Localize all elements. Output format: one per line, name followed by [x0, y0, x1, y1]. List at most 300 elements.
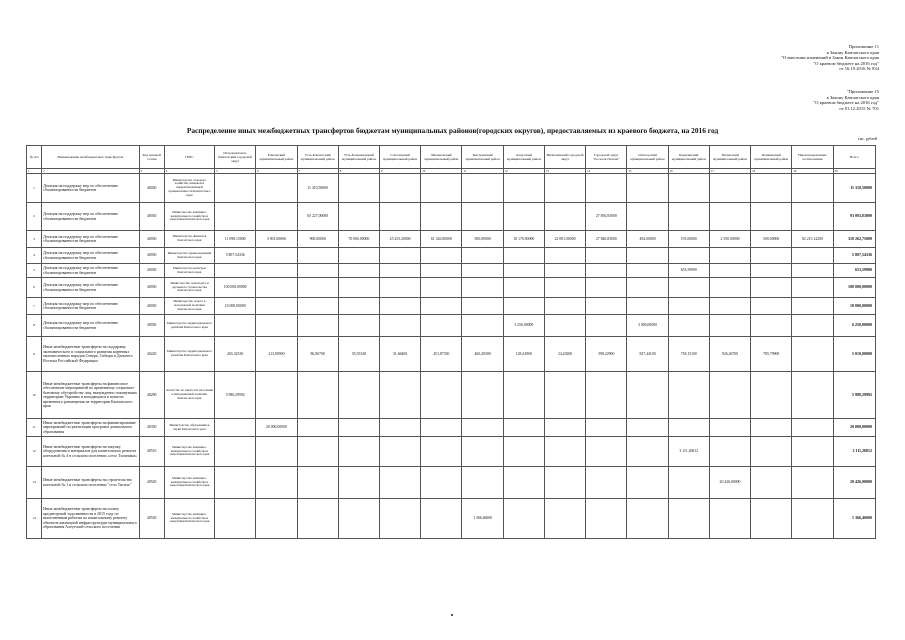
table-row: [27, 278, 876, 298]
municipality-amount: [338, 419, 379, 437]
header-line: к Закону Камчатского края: [826, 49, 879, 55]
municipality-amount: [503, 499, 544, 539]
municipality-amount: [709, 278, 750, 298]
target-code: 40350: [139, 419, 164, 437]
header-line: "О краевом бюджете на 2016 год": [813, 100, 879, 106]
municipality-amount: [544, 298, 585, 315]
row-number: 10: [27, 372, 42, 419]
column-number: 19: [792, 169, 833, 174]
municipality-amount: 500,00000: [462, 231, 503, 248]
municipality-amount: [709, 264, 750, 278]
column-header: Алеутский муниципальный район: [503, 146, 544, 169]
municipality-amount: 900,00000: [297, 231, 338, 248]
header-line: "Приложение 15: [846, 89, 879, 94]
target-code: 40030: [139, 278, 164, 298]
municipality-amount: 27 846,83000: [586, 231, 627, 248]
column-header: Вилючинский городской округ: [544, 146, 585, 169]
municipality-amount: [544, 419, 585, 437]
grbs-name: Министерство жилищно-коммунального хозяйства и энергетики Камчатского края: [164, 437, 214, 467]
municipality-amount: [586, 248, 627, 264]
municipality-amount: 460,28300: [462, 337, 503, 372]
municipality-amount: [586, 499, 627, 539]
header-line: "О внесении изменений в Закон Камчатского края: [781, 55, 879, 61]
column-number: 8: [338, 169, 379, 174]
municipality-amount: [503, 264, 544, 278]
municipality-amount: [256, 467, 297, 499]
municipality-amount: 65 227,00000: [297, 203, 338, 231]
municipality-amount: [709, 499, 750, 539]
municipality-amount: [586, 298, 627, 315]
grbs-name: Министерство жилищно-коммунального хозяйства и энергетики Камчатского края: [164, 499, 214, 539]
column-number: 15: [627, 169, 668, 174]
row-number: 8: [27, 315, 42, 337]
municipality-amount: 100 000,00000: [215, 278, 256, 298]
municipality-amount: [380, 203, 421, 231]
row-total: 1 366,46000: [833, 499, 875, 539]
municipality-amount: [503, 298, 544, 315]
table-row: [27, 499, 876, 539]
municipality-amount: [792, 437, 833, 467]
municipality-amount: [215, 203, 256, 231]
municipality-amount: [462, 372, 503, 419]
municipality-amount: [586, 315, 627, 337]
municipality-amount: 598,22900: [586, 337, 627, 372]
row-total: 5 980,29992: [833, 372, 875, 419]
appendix-header-bottom: [813, 89, 879, 111]
municipality-amount: [215, 499, 256, 539]
table-row: [27, 203, 876, 231]
table-header-row: [27, 146, 876, 169]
column-number: 7: [297, 169, 338, 174]
grbs-name: Министерство финансов Камчатского края: [164, 231, 214, 248]
municipality-amount: [215, 419, 256, 437]
municipality-amount: [668, 467, 709, 499]
row-number: 9: [27, 337, 42, 372]
municipality-amount: 653,59900: [668, 264, 709, 278]
municipality-amount: [338, 174, 379, 203]
municipality-amount: [256, 248, 297, 264]
column-header: Усть-Большерецкий муниципальный район: [338, 146, 379, 169]
header-line: к Закону Камчатского края: [826, 94, 879, 100]
municipality-amount: [338, 315, 379, 337]
municipality-amount: [338, 437, 379, 467]
column-header: Тигильский муниципальный район: [709, 146, 750, 169]
row-number: 3: [27, 231, 42, 248]
transfers-table: [26, 145, 876, 539]
municipality-amount: [462, 315, 503, 337]
municipality-amount: [256, 372, 297, 419]
row-number: 11: [27, 419, 42, 437]
municipality-amount: 11 310,50000: [297, 174, 338, 203]
municipality-amount: [709, 419, 750, 437]
municipality-amount: [215, 467, 256, 499]
column-header: Код целевой статьи: [139, 146, 164, 169]
column-header: Елизовский муниципальный район: [256, 146, 297, 169]
column-number: 2: [42, 169, 140, 174]
municipality-amount: [586, 174, 627, 203]
grbs-name: Министерство культуры Камчатского края: [164, 264, 214, 278]
municipality-amount: 1 366,46000: [462, 499, 503, 539]
table-row: [27, 298, 876, 315]
municipality-amount: [297, 248, 338, 264]
header-line: "О краевом бюджете на 2016 год": [813, 60, 879, 66]
column-header: Петропавловск-Камчатский городской округ: [215, 146, 256, 169]
municipality-amount: [462, 437, 503, 467]
municipality-amount: 82 215,14200: [792, 231, 833, 248]
municipality-amount: [503, 174, 544, 203]
municipality-amount: [338, 203, 379, 231]
municipality-amount: 785,79900: [751, 337, 792, 372]
municipality-amount: 265,32330: [215, 337, 256, 372]
column-number: 12: [503, 169, 544, 174]
municipality-amount: [792, 499, 833, 539]
municipality-amount: [586, 278, 627, 298]
table-row: [27, 437, 876, 467]
municipality-amount: [792, 315, 833, 337]
municipality-amount: [462, 174, 503, 203]
municipality-amount: [421, 203, 462, 231]
municipality-amount: [627, 298, 668, 315]
municipality-amount: [544, 315, 585, 337]
municipality-amount: 128,24900: [503, 337, 544, 372]
municipality-amount: 24,20200: [544, 337, 585, 372]
column-number: 13: [544, 169, 585, 174]
municipality-amount: [751, 248, 792, 264]
municipality-amount: [297, 499, 338, 539]
municipality-amount: [544, 278, 585, 298]
municipality-amount: [503, 372, 544, 419]
transfer-name: Дотация на поддержку мер по обеспечению сбалансированности бюджетов: [42, 231, 140, 248]
municipality-amount: [297, 315, 338, 337]
column-number: 10: [421, 169, 462, 174]
municipality-amount: [709, 372, 750, 419]
municipality-amount: [338, 467, 379, 499]
row-number: 5: [27, 264, 42, 278]
municipality-amount: [338, 298, 379, 315]
column-number: 4: [164, 169, 214, 174]
municipality-amount: [751, 298, 792, 315]
transfer-name: Дотация на поддержку мер по обеспечению сбалансированности бюджетов: [42, 298, 140, 315]
appendix-header-top: [781, 44, 879, 72]
municipality-amount: [627, 174, 668, 203]
target-code: 40290: [139, 372, 164, 419]
municipality-amount: [462, 467, 503, 499]
target-code: 40030: [139, 264, 164, 278]
municipality-amount: 494,00000: [627, 231, 668, 248]
municipality-amount: [256, 499, 297, 539]
municipality-amount: [380, 174, 421, 203]
municipality-amount: [421, 467, 462, 499]
municipality-amount: [792, 337, 833, 372]
municipality-amount: [256, 174, 297, 203]
municipality-amount: [792, 298, 833, 315]
municipality-amount: [215, 315, 256, 337]
municipality-amount: [751, 467, 792, 499]
municipality-amount: [462, 298, 503, 315]
municipality-amount: [421, 437, 462, 467]
municipality-amount: [586, 372, 627, 419]
municipality-amount: [751, 372, 792, 419]
row-total: 5 807,54336: [833, 248, 875, 264]
transfer-name: Дотация на поддержку мер по обеспечению сбалансированности бюджетов: [42, 203, 140, 231]
column-number: 14: [586, 169, 627, 174]
row-total: 10 000,00000: [833, 298, 875, 315]
transfer-name: Дотация на поддержку мер по обеспечению сбалансированности бюджетов: [42, 315, 140, 337]
column-header: Нераспределенные ассигнования: [792, 146, 833, 169]
transfer-name: Иные межбюджетные трансферты на закупку оборудования и материалов для капитального ремонта котельной № 4 в сельском поселении «село Тиличики»: [42, 437, 140, 467]
municipality-amount: [421, 248, 462, 264]
target-code: 40030: [139, 174, 164, 203]
column-header: Олюторский муниципальный район: [627, 146, 668, 169]
municipality-amount: [627, 248, 668, 264]
municipality-amount: [709, 437, 750, 467]
target-code: 40030: [139, 298, 164, 315]
target-code: 40030: [139, 315, 164, 337]
units-label: тыс. рублей: [858, 137, 877, 141]
table-body: [27, 174, 876, 539]
header-line: Приложение 11: [848, 44, 879, 49]
municipality-amount: [627, 499, 668, 539]
row-total: 20 000,00000: [833, 419, 875, 437]
municipality-amount: [297, 278, 338, 298]
target-code: 40030: [139, 248, 164, 264]
row-number: 6: [27, 278, 42, 298]
municipality-amount: [627, 372, 668, 419]
municipality-amount: [421, 174, 462, 203]
municipality-amount: [462, 278, 503, 298]
municipality-amount: [380, 264, 421, 278]
municipality-amount: [380, 315, 421, 337]
municipality-amount: [709, 174, 750, 203]
municipality-amount: [668, 248, 709, 264]
municipality-amount: [297, 264, 338, 278]
municipality-amount: [380, 437, 421, 467]
municipality-amount: [668, 372, 709, 419]
target-code: 40030: [139, 231, 164, 248]
municipality-amount: [751, 437, 792, 467]
column-number: 17: [709, 169, 750, 174]
municipality-amount: [544, 203, 585, 231]
municipality-amount: [751, 419, 792, 437]
column-number: 9: [380, 169, 421, 174]
municipality-amount: 70 000,00000: [338, 231, 379, 248]
grbs-name: Министерство сельского хозяйства, пищевой и перерабатывающей промышленности Камчатского края: [164, 174, 214, 203]
transfer-name: Иные межбюджетные трансферты на строительство котельной № 1 в сельском поселении "село Тигиль": [42, 467, 140, 499]
municipality-amount: [297, 419, 338, 437]
municipality-amount: 3 901,00000: [256, 231, 297, 248]
municipality-amount: [627, 278, 668, 298]
municipality-amount: [380, 278, 421, 298]
municipality-amount: 10 170,00000: [503, 231, 544, 248]
municipality-amount: [792, 278, 833, 298]
grbs-name: Министерство территориального развития Камчатского края: [164, 337, 214, 372]
transfer-name: Дотация на поддержку мер по обеспечению сбалансированности бюджетов: [42, 248, 140, 264]
grbs-name: Министерство спорта и молодежной политики Камчатского края: [164, 298, 214, 315]
table-row: [27, 174, 876, 203]
municipality-amount: 3 111,26812: [668, 437, 709, 467]
municipality-amount: [627, 419, 668, 437]
municipality-amount: [421, 298, 462, 315]
municipality-amount: [421, 419, 462, 437]
municipality-amount: 718,15100: [668, 337, 709, 372]
row-number: 1: [27, 174, 42, 203]
municipality-amount: [380, 467, 421, 499]
table-row: [27, 264, 876, 278]
column-number: 11: [462, 169, 503, 174]
transfer-name: Дотация на поддержку мер по обеспечению сбалансированности бюджетов: [42, 174, 140, 203]
municipality-amount: 86,96700: [297, 337, 338, 372]
row-total: 20 426,00000: [833, 467, 875, 499]
column-number: 1: [27, 169, 42, 174]
municipality-amount: [751, 203, 792, 231]
municipality-amount: [792, 203, 833, 231]
municipality-amount: [627, 437, 668, 467]
municipality-amount: [462, 419, 503, 437]
municipality-amount: [751, 315, 792, 337]
municipality-amount: [462, 248, 503, 264]
column-header: ГРБС: [164, 146, 214, 169]
grbs-name: Министерство здравоохранения Камчатского края: [164, 248, 214, 264]
municipality-amount: 35,55340: [338, 337, 379, 372]
municipality-amount: [215, 174, 256, 203]
row-total: 93 083,83000: [833, 203, 875, 231]
table-row: [27, 248, 876, 264]
row-number: 12: [27, 437, 42, 467]
municipality-amount: [380, 298, 421, 315]
municipality-amount: 5 980,29992: [215, 372, 256, 419]
column-header: Городской округ "поселок Палана": [586, 146, 627, 169]
grbs-name: Министерство транспорта и дорожного строительства Камчатского края: [164, 278, 214, 298]
municipality-amount: [668, 298, 709, 315]
column-header: Наименование межбюджетных трансфертов: [42, 146, 140, 169]
municipality-amount: [668, 278, 709, 298]
municipality-amount: [503, 248, 544, 264]
municipality-amount: [544, 437, 585, 467]
grbs-name: Министерство территориального развития Камчатского края: [164, 315, 214, 337]
municipality-amount: [503, 278, 544, 298]
municipality-amount: [627, 264, 668, 278]
municipality-amount: [792, 174, 833, 203]
municipality-amount: [503, 419, 544, 437]
municipality-amount: [256, 264, 297, 278]
column-header: Усть-Камчатский муниципальный район: [297, 146, 338, 169]
municipality-amount: 25 255,20000: [380, 231, 421, 248]
municipality-amount: [462, 203, 503, 231]
municipality-amount: 10 000,00000: [215, 298, 256, 315]
transfer-name: Иные межбюджетные трансферты на поддержку экономического и социального развития коренных малочисленных народов Севера, Сибири и Дальнего Востока Российской Федерации: [42, 337, 140, 372]
row-total: 318 262,75000: [833, 231, 875, 248]
municipality-amount: [792, 248, 833, 264]
header-line: от 01.12.2015 № 701: [839, 105, 879, 111]
municipality-amount: 191,00000: [668, 231, 709, 248]
municipality-amount: 61 326,00000: [421, 231, 462, 248]
municipality-amount: [792, 467, 833, 499]
municipality-amount: [544, 372, 585, 419]
column-number: 5: [215, 169, 256, 174]
municipality-amount: [751, 499, 792, 539]
target-code: 40520: [139, 467, 164, 499]
municipality-amount: 5 807,54336: [215, 248, 256, 264]
municipality-amount: [297, 298, 338, 315]
municipality-amount: 827,44100: [627, 337, 668, 372]
municipality-amount: [668, 419, 709, 437]
transfer-name: Иные межбюджетные трансферты на финансирование мероприятий по реализации программ дошкольного образования: [42, 419, 140, 437]
municipality-amount: 2 550,00000: [709, 231, 750, 248]
municipality-amount: [627, 467, 668, 499]
target-code: 40220: [139, 337, 164, 372]
row-total: 100 000,00000: [833, 278, 875, 298]
column-header: Всего: [833, 146, 875, 169]
municipality-amount: 20 426,00000: [709, 467, 750, 499]
row-number: 7: [27, 298, 42, 315]
municipality-amount: [421, 372, 462, 419]
municipality-amount: [215, 437, 256, 467]
municipality-amount: [792, 264, 833, 278]
row-total: 11 310,50000: [833, 174, 875, 203]
column-header: Соболевский муниципальный район: [380, 146, 421, 169]
municipality-amount: 20 000,00000: [256, 419, 297, 437]
municipality-amount: 500,00000: [751, 231, 792, 248]
municipality-amount: [215, 264, 256, 278]
column-number: 18: [751, 169, 792, 174]
municipality-amount: [503, 203, 544, 231]
municipality-amount: [709, 203, 750, 231]
municipality-amount: [421, 278, 462, 298]
table-row: [27, 467, 876, 499]
row-number: 13: [27, 467, 42, 499]
municipality-amount: [709, 248, 750, 264]
municipality-amount: [338, 248, 379, 264]
municipality-amount: [668, 203, 709, 231]
municipality-amount: 31,66400: [380, 337, 421, 372]
column-number: 16: [668, 169, 709, 174]
municipality-amount: [627, 203, 668, 231]
municipality-amount: [256, 437, 297, 467]
municipality-amount: [297, 372, 338, 419]
municipality-amount: [668, 174, 709, 203]
municipality-amount: [751, 264, 792, 278]
municipality-amount: [751, 174, 792, 203]
municipality-amount: [256, 278, 297, 298]
municipality-amount: [256, 315, 297, 337]
target-code: 40530: [139, 499, 164, 539]
municipality-amount: 11 098,15000: [215, 231, 256, 248]
table-row: [27, 315, 876, 337]
transfer-name: Дотация на поддержку мер по обеспечению сбалансированности бюджетов: [42, 264, 140, 278]
municipality-amount: [544, 499, 585, 539]
column-header: Мильковский муниципальный район: [421, 146, 462, 169]
municipality-amount: [503, 467, 544, 499]
municipality-amount: [792, 372, 833, 419]
municipality-amount: [544, 264, 585, 278]
municipality-amount: [544, 174, 585, 203]
grbs-name: Министерство жилищно-коммунального хозяйства и энергетики Камчатского края: [164, 203, 214, 231]
column-header: Карагинский муниципальный район: [668, 146, 709, 169]
municipality-amount: 213,80900: [256, 337, 297, 372]
row-number: 2: [27, 203, 42, 231]
transfer-name: Иные межбюджетные трансферты на финансовое обеспечение мероприятий по временному социально-бытовому обустройству лиц, вынужденно покинувших территорию Украины и находящихся в пунктах временного размещения на территории Камчатского края: [42, 372, 140, 419]
municipality-amount: [668, 499, 709, 539]
municipality-amount: 27 856,83000: [586, 203, 627, 231]
municipality-amount: [338, 372, 379, 419]
column-header: № п/п: [27, 146, 42, 169]
municipality-amount: [297, 467, 338, 499]
municipality-amount: [668, 315, 709, 337]
municipality-amount: [380, 248, 421, 264]
column-number: 3: [139, 169, 164, 174]
municipality-amount: [380, 372, 421, 419]
municipality-amount: [586, 437, 627, 467]
